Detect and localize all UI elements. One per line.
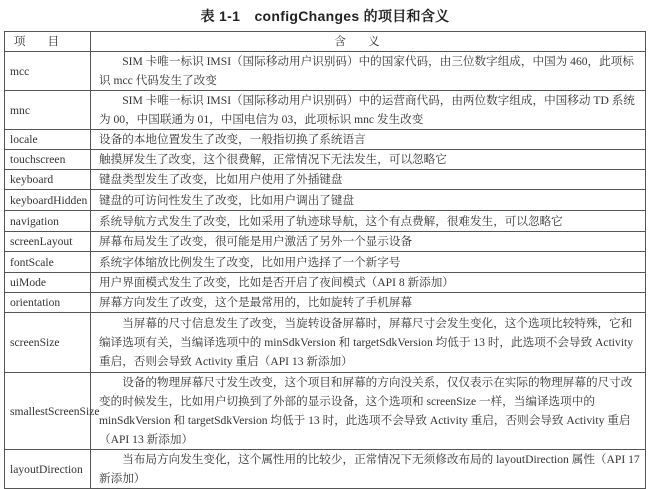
row-meaning: 当布局方向发生变化，这个属性用的比较少，正常情况下无须修改布局的 layoutDirection 属性（API 17 新添加） bbox=[91, 450, 646, 489]
table-caption: 表 1-1 configChanges 的项目和含义 bbox=[200, 8, 450, 24]
row-meaning: 设备的本地位置发生了改变，一般指切换了系统语言 bbox=[91, 130, 646, 150]
row-meaning: 键盘的可访问性发生了改变，比如用户调出了键盘 bbox=[91, 190, 646, 211]
table-row bbox=[5, 211, 646, 232]
table-row bbox=[5, 170, 646, 190]
table-row bbox=[5, 273, 646, 293]
table-row bbox=[5, 52, 646, 91]
row-meaning: 系统字体缩放比例发生了改变，比如用户选择了一个新字号 bbox=[91, 252, 646, 273]
table-row bbox=[5, 293, 646, 313]
row-key: layoutDirection bbox=[5, 450, 91, 489]
row-key: mnc bbox=[5, 91, 91, 130]
row-key: smallestScreenSize bbox=[5, 373, 91, 450]
row-key: uiMode bbox=[5, 273, 91, 293]
row-meaning: SIM 卡唯一标识 IMSI（国际移动用户识别码）中的国家代码，由三位数字组成，中国为 460，此项标识 mcc 代码发生了改变 bbox=[91, 52, 646, 91]
table-row bbox=[5, 150, 646, 170]
table-row bbox=[5, 450, 646, 489]
row-meaning: 键盘类型发生了改变，比如用户使用了外插键盘 bbox=[91, 170, 646, 190]
row-key: orientation bbox=[5, 293, 91, 313]
row-key: screenLayout bbox=[5, 232, 91, 252]
header-meaning: 含义 bbox=[91, 32, 646, 52]
row-key: touchscreen bbox=[5, 150, 91, 170]
row-key: keyboardHidden bbox=[5, 190, 91, 211]
row-key: navigation bbox=[5, 211, 91, 232]
config-changes-table bbox=[4, 31, 646, 489]
row-meaning: SIM 卡唯一标识 IMSI（国际移动用户识别码）中的运营商代码，由两位数字组成，中国移动 TD 系统为 00，中国联通为 01，中国电信为 03，此项标识 mnc 发生改变 bbox=[91, 91, 646, 130]
row-meaning: 设备的物理屏幕尺寸发生改变，这个项目和屏幕的方向没关系，仅仅表示在实际的物理屏幕的尺寸改变的时候发生，比如用户切换到了外部的显示设备，这个选项和 screenSize 一样，当编译选项中的 minSdkVersion 和 targetSdkVersion 均低于 13 时，此选项不会导致 Activity 重启，否则会导致 Activity 重启（API 13 新添加） bbox=[91, 373, 646, 450]
row-key: locale bbox=[5, 130, 91, 150]
table-row bbox=[5, 91, 646, 130]
row-key: mcc bbox=[5, 52, 91, 91]
row-meaning: 系统导航方式发生了改变，比如采用了轨迹球导航，这个有点费解，很难发生，可以忽略它 bbox=[91, 211, 646, 232]
row-key: keyboard bbox=[5, 170, 91, 190]
row-meaning: 屏幕布局发生了改变，很可能是用户激活了另外一个显示设备 bbox=[91, 232, 646, 252]
table-row bbox=[5, 130, 646, 150]
row-meaning: 触摸屏发生了改变，这个很费解，正常情况下无法发生，可以忽略它 bbox=[91, 150, 646, 170]
row-key: fontScale bbox=[5, 252, 91, 273]
table-header-row bbox=[5, 32, 646, 52]
table-row bbox=[5, 373, 646, 450]
table-row bbox=[5, 252, 646, 273]
row-meaning: 当屏幕的尺寸信息发生了改变，当旋转设备屏幕时，屏幕尺寸会发生变化，这个选项比较特殊，它和编译选项有关，当编译选项中的 minSdkVersion 和 targetSdkVersion 均低于 13 时，此选项不会导致 Activity 重启，否则会导致 Activity 重启（API 13 新添加） bbox=[91, 313, 646, 373]
row-key: screenSize bbox=[5, 313, 91, 373]
header-item: 项目 bbox=[5, 32, 91, 52]
table-row bbox=[5, 313, 646, 373]
row-meaning: 屏幕方向发生了改变，这个是最常用的，比如旋转了手机屏幕 bbox=[91, 293, 646, 313]
table-row bbox=[5, 232, 646, 252]
row-meaning: 用户界面模式发生了改变，比如是否开启了夜间模式（API 8 新添加） bbox=[91, 273, 646, 293]
table-row bbox=[5, 190, 646, 211]
